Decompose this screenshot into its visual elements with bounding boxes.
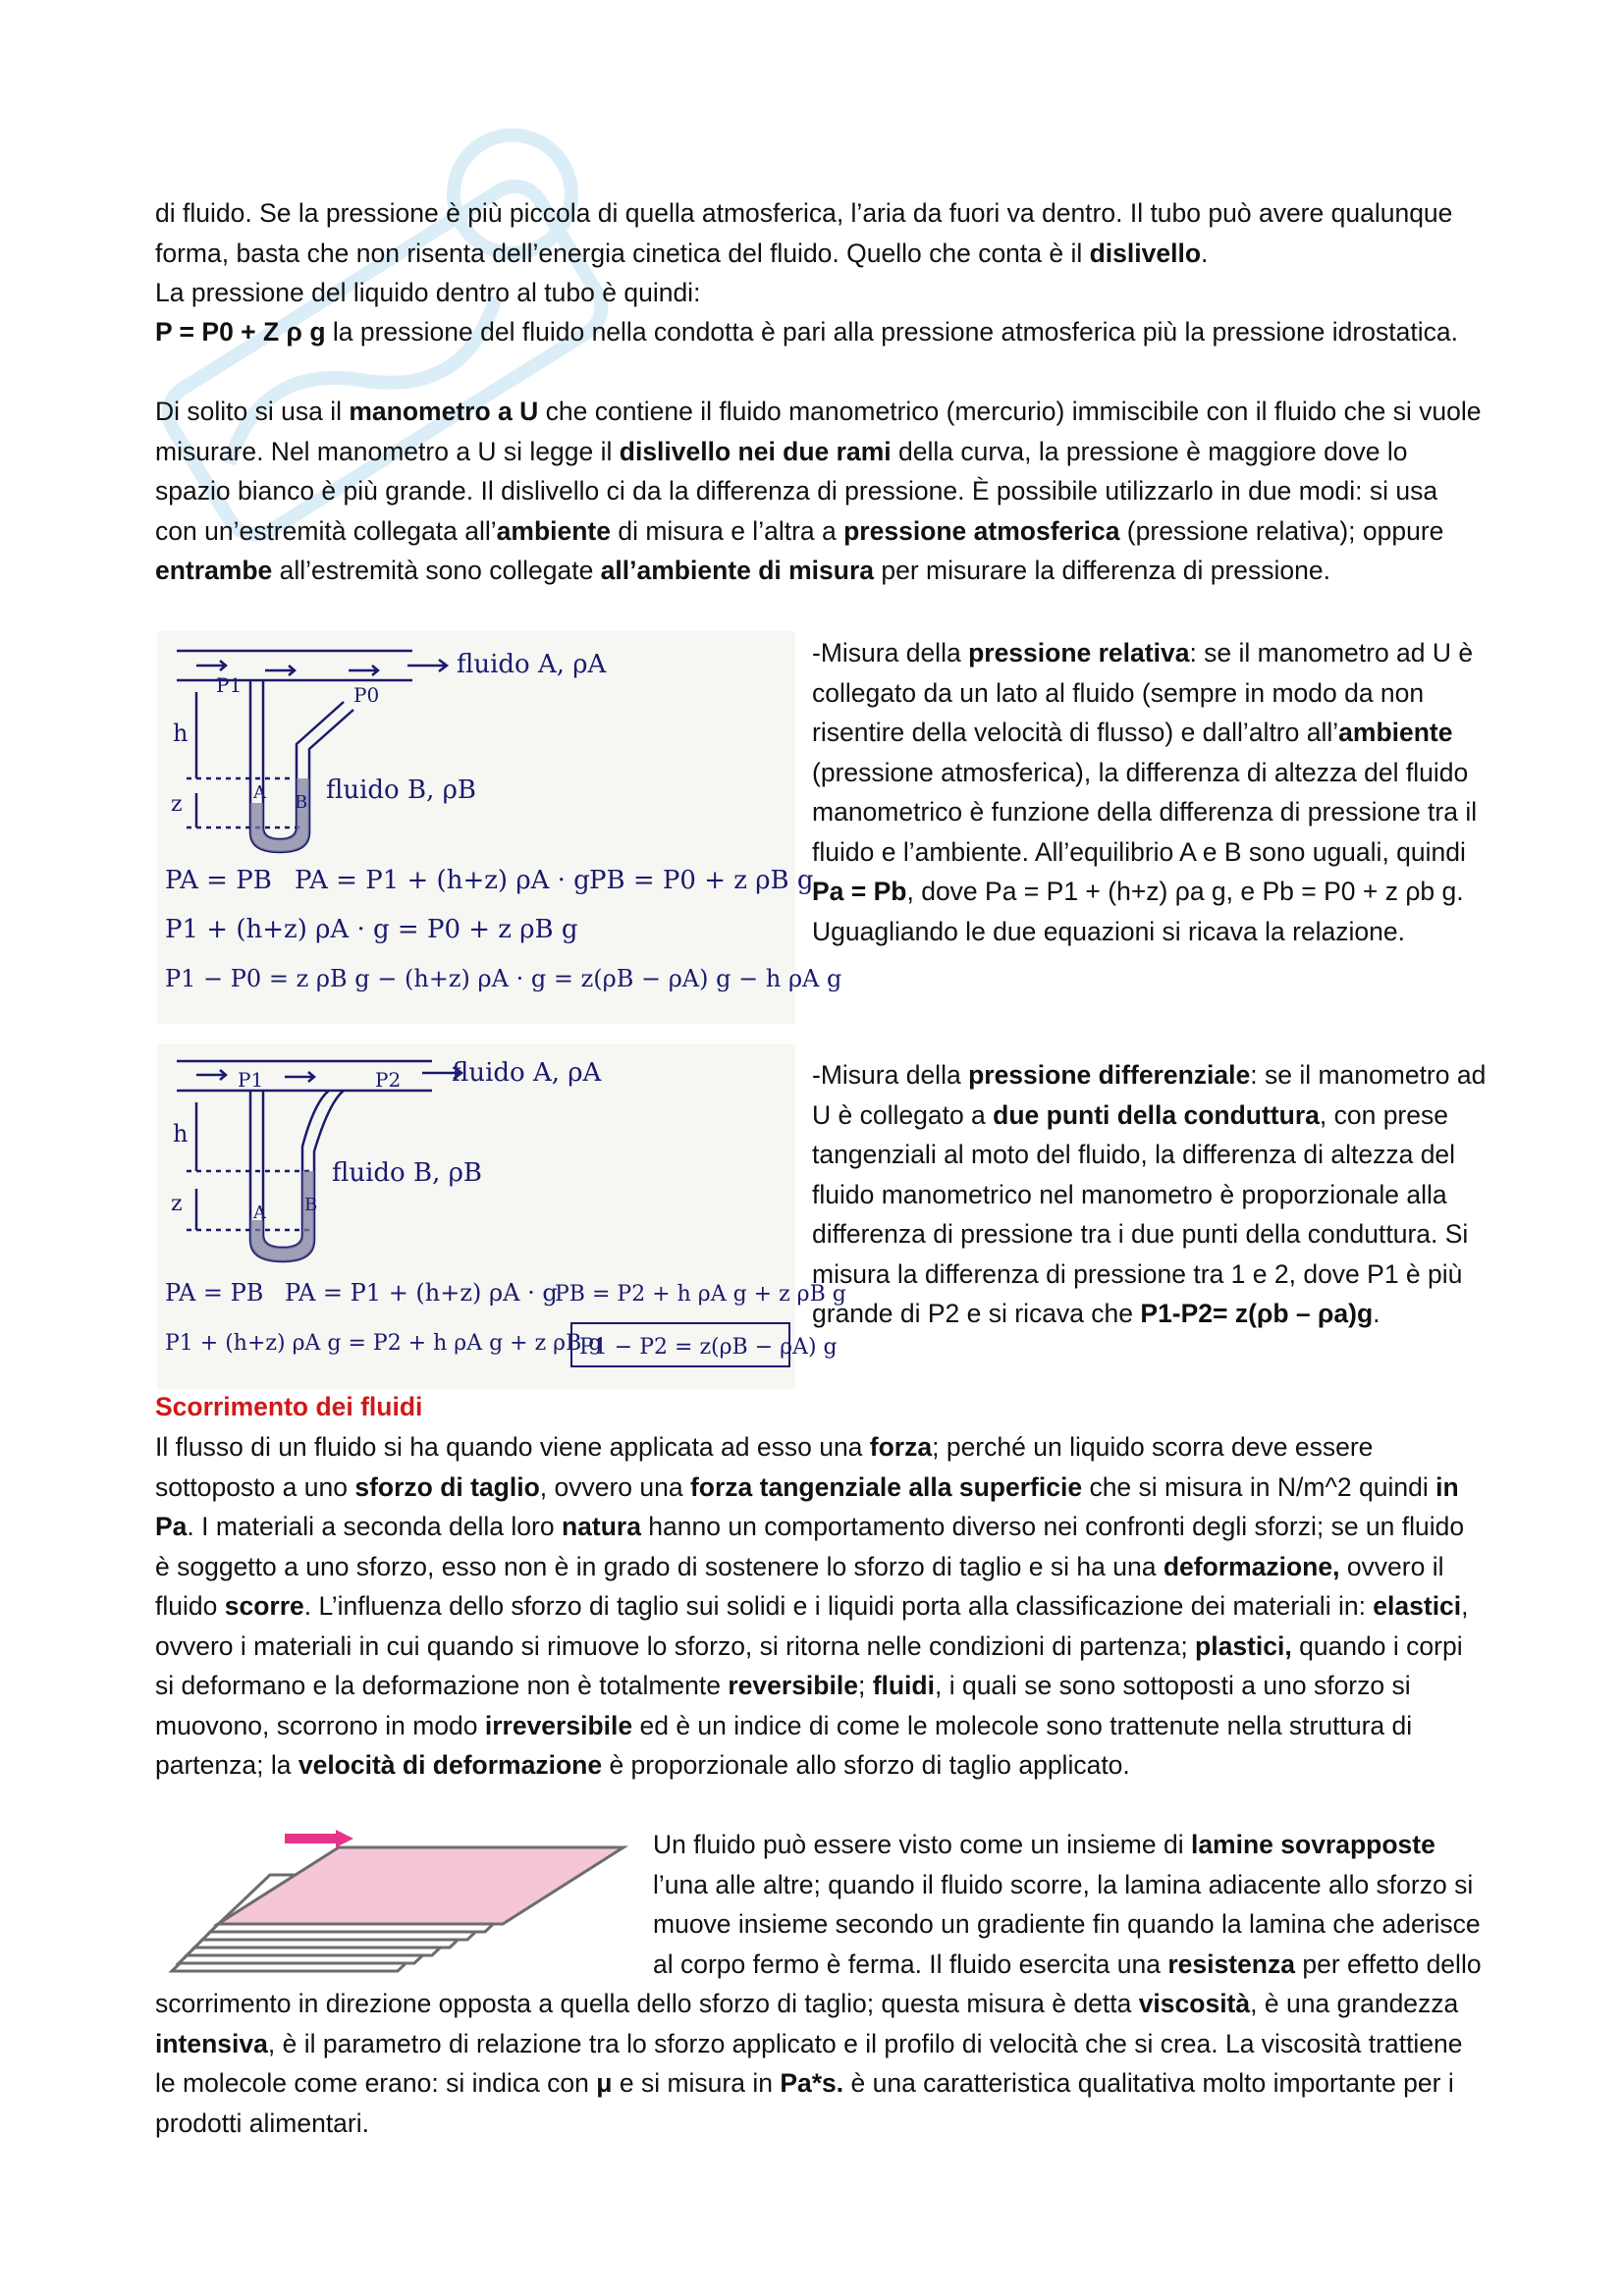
fig1-p1-label: P1: [216, 673, 243, 697]
text-run: l’una alle altre; quando il fluido scorre, la lamina adiacente allo sforzo si muove insieme secondo un gradiente fin quando la lamina che aderisce al corpo fermo è ferma. Il fluido esercita una: [653, 1869, 1481, 1979]
paragraph-pressione-liquido: [155, 273, 1483, 313]
bold-run: deformazione,: [1163, 1551, 1340, 1581]
paragraph-pressione-differenziale: [812, 1055, 1489, 1334]
watermark-logo-icon: [39, 39, 746, 707]
bold-run: in Pa: [155, 1471, 1459, 1541]
fig1-eq5: P1 − P0 = z ρB g − (h+z) ρA · g = z(ρB − ρA) g − h ρA g: [165, 965, 842, 992]
text-run: : se il manometro ad U è collegato a: [812, 1060, 1487, 1130]
text-run: che contiene il fluido manometrico (mercurio) immiscibile con il fluido che si vuole misurare. Nel manometro a U si legge il: [155, 397, 1482, 466]
text-run: . I materiali a seconda della loro: [187, 1512, 562, 1541]
text-run: La pressione del liquido dentro al tubo è quindi:: [155, 278, 701, 307]
bold-run: pressione relativa: [968, 638, 1190, 667]
fig2-eq2: PA = P1 + (h+z) ρA · g: [285, 1279, 558, 1307]
bold-run: manometro a U: [349, 397, 539, 426]
text-run: e si misura in: [612, 2068, 781, 2098]
text-run: ; perché un liquido scorra deve essere sottoposto a uno: [155, 1432, 1374, 1502]
fig1-p0-label: P0: [353, 683, 380, 707]
paragraph-pressione-relativa: [812, 633, 1489, 951]
fig1-fluido-b-label: fluido B, ρB: [326, 775, 476, 805]
fig2-eq5: P1 − P2 = z(ρB − ρA) g: [579, 1335, 838, 1360]
text-run: .: [1373, 1299, 1380, 1328]
text-run: di fluido. Se la pressione è più piccola di quella atmosferica, l’aria da fuori va dentro. Il tubo può avere qualunque forma, basta che non risenta dell’energia cinetica del fluido. Quello che conta è il: [155, 198, 1453, 268]
text-run: . L’influenza dello sforzo di taglio sui solidi e i liquidi porta alla classificazione dei materiali in:: [303, 1591, 1374, 1621]
text-run: -Misura della: [812, 638, 969, 667]
section-heading: Scorrimento dei fluidi: [155, 1392, 423, 1421]
bold-run: ambiente: [1338, 718, 1453, 747]
bold-run: intensiva: [155, 2028, 268, 2058]
text-run: , è una grandezza: [1250, 1989, 1459, 2018]
bold-run: due punti della conduttura: [993, 1099, 1320, 1130]
bold-run: dislivello nei due rami: [619, 436, 892, 466]
text-run: , ovvero i materiali in cui quando si rimuove lo sforzo, si ritorna nelle condizioni di partenza;: [155, 1591, 1469, 1661]
bold-run: μ: [596, 2068, 613, 2098]
fig1-h-label: h: [173, 720, 189, 747]
text-run: che si misura in N/m^2 quindi: [1082, 1471, 1436, 1502]
fig1-fluido-a-label: fluido A, ρA: [457, 650, 607, 679]
text-run: (pressione atmosferica), la differenza di altezza del fluido manometrico è funzione della differenza di pressione tra il fluido e l’ambiente. All’equilibrio A e B sono uguali, quindi: [812, 757, 1478, 867]
bold-run: pressione differenziale: [968, 1060, 1251, 1090]
bold-run: velocità di deformazione: [298, 1750, 603, 1780]
fig1-z-label: z: [171, 792, 183, 817]
text-run: : se il manometro ad U è collegato da un lato al fluido (sempre in modo da non risentire della velocità di flusso) e dall’altro all’: [812, 638, 1474, 747]
text-run: ed è un indice di come le molecole sono trattenute nella struttura di partenza; la: [155, 1710, 1413, 1780]
bold-run: forza: [869, 1432, 933, 1462]
fig2-p1-label: P1: [238, 1068, 264, 1092]
text-run: hanno un comportamento diverso nei confronti degli sforzi; se un fluido è soggetto a uno sforzo, esso non è in grado di sostenere lo sforzo di taglio e si ha una: [155, 1512, 1465, 1581]
fig2-a-label: A: [253, 1202, 266, 1223]
paragraph-manometro: [155, 392, 1483, 591]
text-run: , con prese tangenziali al moto del fluido, la differenza di altezza del fluido manometrico nel manometro è proporzionale alla differenza di pressione tra i due punti della conduttura. Si misura la differenza di pressione tra 1 e 2, dove P1 è più grande di P2 e si ricava che: [812, 1099, 1469, 1328]
text-run: della curva, la pressione è maggiore dove lo spazio bianco è più grande. Il dislivello ci da la differenza di pressione. È possibile utilizzarlo in due modi: si usa con un’estremità collegata all’: [155, 436, 1438, 546]
paragraph-scorrimento: [155, 1427, 1483, 1786]
text-run: Il flusso di un fluido si ha quando viene applicata ad esso una: [155, 1432, 870, 1462]
text-run: (pressione relativa); oppure: [1119, 515, 1444, 546]
text-run: , i quali se sono sottoposti a uno sforzo si muovono, scorrono in modo: [155, 1671, 1411, 1740]
text-run: -Misura della: [812, 1060, 969, 1090]
paragraph-lamine-sovrapposte: [155, 1825, 1483, 2143]
text-run: Un fluido può essere visto come un insieme di: [653, 1830, 1191, 1859]
fig2-h-label: h: [173, 1120, 189, 1148]
bold-run: entrambe: [155, 556, 273, 585]
text-run: , ovvero una: [539, 1471, 690, 1502]
bold-run: forza tangenziale alla superficie: [689, 1471, 1083, 1502]
figure-wrap-spacer: [155, 1825, 653, 1984]
bold-run: lamine sovrapposte: [1190, 1830, 1435, 1859]
text-run: .: [1201, 238, 1209, 268]
bold-run: reversibile: [728, 1671, 858, 1700]
fig2-eq3: PB = P2 + h ρA g + z ρB g: [555, 1282, 846, 1307]
text-run: per effetto dello scorrimento in direzione opposta a quella dello sforzo di taglio; questa misura è detta: [155, 1949, 1482, 2018]
figure-manometro-differenziale: [157, 1043, 846, 1389]
text-run: di misura e l’altra a: [610, 515, 844, 546]
fig2-eq4: P1 + (h+z) ρA g = P2 + h ρA g + z ρB g: [165, 1331, 603, 1356]
fig1-eq1: PA = PB: [165, 866, 272, 895]
fig2-eq1: PA = PB: [165, 1279, 264, 1307]
paragraph-dislivello: [155, 193, 1483, 273]
text-run: ovvero il fluido: [155, 1551, 1444, 1621]
bold-run: all’ambiente di misura: [600, 556, 875, 585]
text-run: , è il parametro di relazione tra lo sforzo applicato e il profilo di velocità che si crea. La viscosità trattiene le molecole come erano: si indica con: [155, 2028, 1463, 2098]
fig1-b-label: B: [295, 792, 308, 813]
bold-run: elastici: [1373, 1591, 1462, 1621]
bold-run: fluidi: [872, 1671, 935, 1700]
bold-run: dislivello: [1089, 238, 1202, 268]
text-run: , dove Pa = P1 + (h+z) ρa g, e Pb = P0 + z ρb g. Uguagliando le due equazioni si ricava la relazione.: [812, 877, 1464, 946]
bold-run: scorre: [224, 1591, 304, 1621]
text-run: è proporzionale allo sforzo di taglio applicato.: [602, 1750, 1130, 1780]
bold-run: Pa*s.: [780, 2068, 844, 2098]
bold-run: plastici,: [1195, 1630, 1292, 1661]
fig1-eq3: PB = P0 + z ρB g: [589, 866, 814, 895]
bold-run: sforzo di taglio: [354, 1471, 540, 1502]
fig2-fluido-a-label: fluido A, ρA: [452, 1058, 602, 1088]
text-run: la pressione del fluido nella condotta è pari alla pressione atmosferica più la pressione idrostatica.: [325, 317, 1458, 347]
figure-manometro-relativo: [157, 631, 842, 1024]
bold-run: P1-P2= z(ρb – ρa)g: [1140, 1299, 1374, 1328]
fig2-z-label: z: [171, 1192, 183, 1216]
text-run: all’estremità sono collegate: [272, 556, 601, 585]
bold-run: natura: [561, 1512, 641, 1541]
bold-run: pressione atmosferica: [843, 515, 1120, 546]
paragraph-formula: [155, 312, 1483, 352]
text-run: quando i corpi si deformano e la deformazione non è totalmente: [155, 1630, 1463, 1700]
fig2-p2-label: P2: [375, 1068, 402, 1092]
text-run: ;: [857, 1671, 873, 1700]
bold-run: ambiente: [496, 515, 611, 546]
text-run: Di solito si usa il: [155, 397, 350, 426]
bold-run: Pa = Pb: [812, 877, 907, 906]
fig1-eq4: P1 + (h+z) ρA · g = P0 + z ρB g: [165, 915, 578, 944]
fig2-fluido-b-label: fluido B, ρB: [332, 1158, 482, 1188]
text-run: per misurare la differenza di pressione.: [874, 556, 1330, 585]
text-run: è una caratteristica qualitativa molto importante per i prodotti alimentari.: [155, 2068, 1454, 2138]
fig1-a-label: A: [253, 782, 266, 803]
bold-run: irreversibile: [484, 1710, 633, 1740]
bold-run: resistenza: [1167, 1949, 1295, 1979]
bold-run: viscosità: [1138, 1989, 1251, 2018]
fig1-eq2: PA = P1 + (h+z) ρA · g: [295, 866, 590, 895]
bold-run: P = P0 + Z ρ g: [155, 317, 326, 347]
fig2-b-label: B: [304, 1195, 318, 1215]
